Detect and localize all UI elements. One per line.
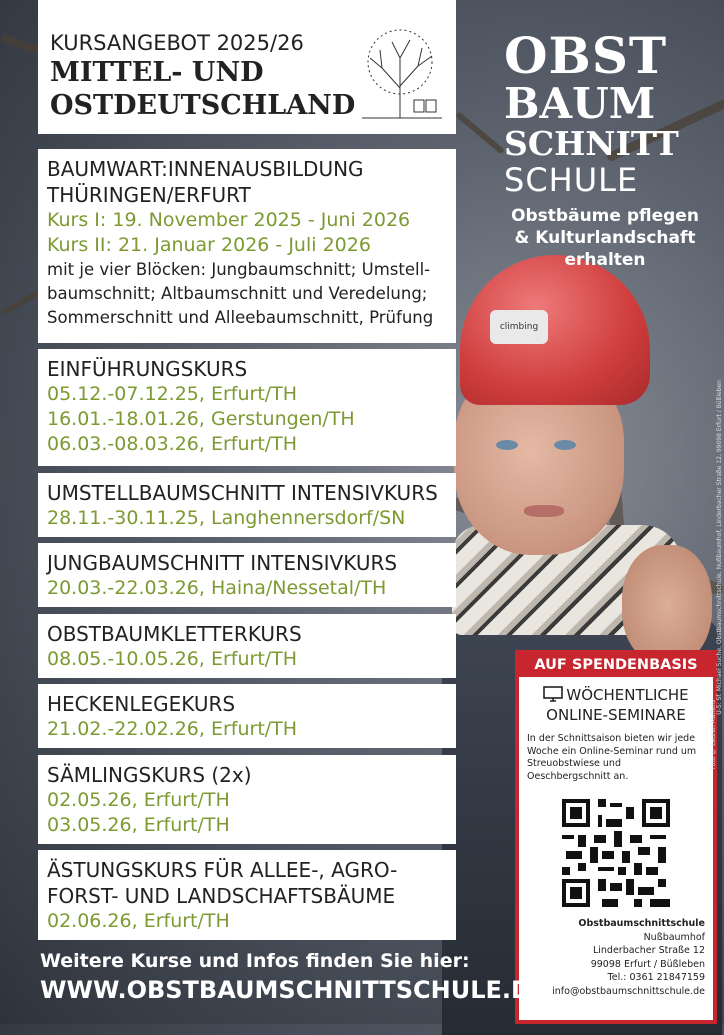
tagline-line: & Kulturlandschaft xyxy=(514,228,696,248)
header-panel xyxy=(38,0,456,134)
helmet: climbing xyxy=(460,255,650,405)
seminar-title-line: ONLINE-SEMINARE xyxy=(546,706,686,724)
course-year-label: KURSANGEBOT 2025/26 xyxy=(50,31,304,55)
website-link[interactable]: WWW.OBSTBAUMSCHNITTSCHULE.DE xyxy=(40,976,548,1004)
monitor-icon xyxy=(543,686,563,702)
course-title: UMSTELLBAUMSCHNITT INTENSIVKURS xyxy=(47,481,438,505)
course-date: 16.01.-18.01.26, Gerstungen/TH xyxy=(47,408,355,430)
course-date: Kurs II: 21. Januar 2026 - Juli 2026 xyxy=(47,234,371,256)
tree-icon xyxy=(352,28,448,120)
brand-line: SCHULE xyxy=(504,161,639,199)
course-date: 20.03.-22.03.26, Haina/Nessetal/TH xyxy=(47,577,387,599)
course-title: THÜRINGEN/ERFURT xyxy=(47,183,251,207)
course-einfuehrung xyxy=(38,349,456,466)
online-seminar-box xyxy=(515,650,717,1024)
contact-line: 99098 Erfurt / Büßleben xyxy=(590,958,705,970)
course-title: ÄSTUNGSKURS FÜR ALLEE-, AGRO- xyxy=(47,858,398,882)
course-saemling xyxy=(38,755,456,844)
brand-line: OBST xyxy=(504,26,668,85)
contact-line: Linderbacher Straße 12 xyxy=(592,945,705,956)
course-date: 06.03.-08.03.26, Erfurt/TH xyxy=(47,433,298,455)
qr-code[interactable] xyxy=(562,799,670,907)
course-jungbaum xyxy=(38,543,456,607)
course-title: EINFÜHRUNGSKURS xyxy=(47,357,248,381)
brand-line: SCHNITT xyxy=(504,124,679,163)
course-date: 02.06.26, Erfurt/TH xyxy=(47,910,230,932)
brand-tagline xyxy=(500,205,710,271)
course-hecken xyxy=(38,684,456,748)
course-date: 08.05.-10.05.26, Erfurt/TH xyxy=(47,648,298,670)
course-aestung xyxy=(38,850,456,940)
seminar-title xyxy=(519,685,713,725)
course-date: 03.05.26, Erfurt/TH xyxy=(47,814,230,836)
contact-email[interactable]: info@obstbaumschnittschule.de xyxy=(552,985,705,997)
photo-credit: Foto © Lauren Malfens xyxy=(710,700,717,770)
contact-phone: Tel.: 0361 21847159 xyxy=(607,972,705,983)
contact-line: Nußbaumhof xyxy=(643,931,705,943)
seminar-title-line: WÖCHENTLICHE xyxy=(566,686,689,704)
brand-line: BAUM xyxy=(504,79,656,128)
course-date: 02.05.26, Erfurt/TH xyxy=(47,789,230,811)
brand-logo xyxy=(504,26,704,199)
org-name: Obstbaumschnittschule xyxy=(578,918,705,929)
footer-question: Weitere Kurse und Infos finden Sie hier: xyxy=(40,950,470,972)
course-date: 21.02.-22.02.26, Erfurt/TH xyxy=(47,718,298,740)
course-kletter xyxy=(38,614,456,678)
course-umstell xyxy=(38,473,456,537)
course-date: 05.12.-07.12.25, Erfurt/TH xyxy=(47,383,298,405)
course-baumwart xyxy=(38,149,456,343)
page-title-line1: MITTEL- UND xyxy=(50,57,264,88)
page-title-line2: OSTDEUTSCHLAND xyxy=(50,90,356,121)
course-title: SÄMLINGSKURS (2x) xyxy=(47,763,252,787)
course-date: Kurs I: 19. November 2025 - Juni 2026 xyxy=(47,209,411,231)
course-title: FORST- UND LANDSCHAFTSBÄUME xyxy=(47,884,396,908)
course-date: 28.11.-30.11.25, Langhennersdorf/SN xyxy=(47,507,406,529)
course-title: HECKENLEGEKURS xyxy=(47,692,236,716)
seminar-description: In der Schnittsaison bieten wir jede Woche ein Online-Seminar rund um Streuobstwiese und Oeschbergschnitt an. xyxy=(527,733,697,782)
tagline-line: erhalten xyxy=(564,250,646,270)
print-credit: Ü-S: Sf. Michael Suche, Obstbaumschnittschule, Nußbaumhof, Linderbacher Straße 12, 99098 Erfurt / Büßleben xyxy=(716,380,723,715)
course-title: JUNGBAUMSCHNITT INTENSIVKURS xyxy=(47,551,398,575)
course-description: baumschnitt; Altbaumschnitt und Veredelung; xyxy=(47,284,428,303)
donation-badge: AUF SPENDENBASIS xyxy=(518,653,714,677)
contact-address xyxy=(519,907,713,998)
course-description: Sommerschnitt und Alleebaumschnitt, Prüfung xyxy=(47,308,434,327)
course-title: OBSTBAUMKLETTERKURS xyxy=(47,622,302,646)
course-title: BAUMWART:INNENAUSBILDUNG xyxy=(47,157,364,181)
course-description: mit je vier Blöcken: Jungbaumschnitt; Umstell- xyxy=(47,260,431,279)
tagline-line: Obstbäume pflegen xyxy=(511,206,699,226)
